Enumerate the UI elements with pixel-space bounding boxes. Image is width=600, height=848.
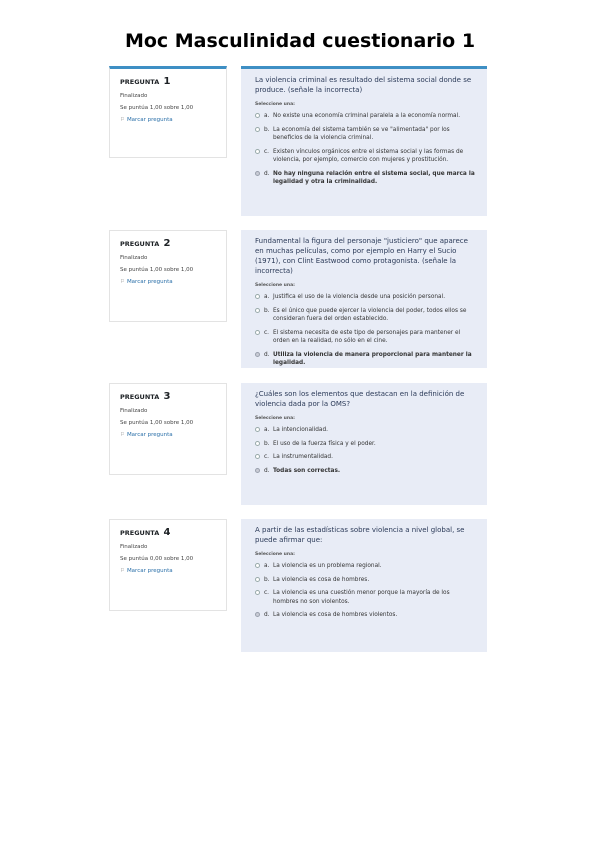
radio-button[interactable] xyxy=(255,308,260,313)
radio-button[interactable] xyxy=(255,577,260,582)
answer-option[interactable]: a. No existe una economía criminal paralela a la economía normal. xyxy=(255,112,475,121)
flag-question-link[interactable]: ⚐ Marcar pregunta xyxy=(120,568,173,574)
radio-button-selected[interactable] xyxy=(255,612,260,617)
radio-button-selected[interactable] xyxy=(255,468,260,473)
question-content xyxy=(241,66,487,216)
flag-icon: ⚐ xyxy=(120,117,125,123)
question-info xyxy=(109,519,227,611)
radio-button[interactable] xyxy=(255,427,260,432)
answer-option[interactable]: c. El sistema necesita de este tipo de personajes para mantener el orden en la realidad, no sólo en el cine. xyxy=(255,329,475,346)
flag-question-link[interactable]: ⚐ Marcar pregunta xyxy=(120,432,173,438)
question-block xyxy=(109,66,489,216)
radio-button[interactable] xyxy=(255,330,260,335)
answer-option[interactable]: b. El uso de la fuerza física y el poder. xyxy=(255,440,475,449)
question-state: Finalizado xyxy=(120,408,148,414)
question-text: Fundamental la figura del personaje "justiciero" que aparece en muchas películas, como por ejemplo en Harry el Sucio (1971), con Clint Eastwood como protagonista. (señale la incorrecta) xyxy=(255,237,468,275)
question-block xyxy=(109,230,489,368)
question-score: Se puntúa 1,00 sobre 1,00 xyxy=(120,105,194,111)
question-content xyxy=(241,383,487,505)
question-score: Se puntúa 1,00 sobre 1,00 xyxy=(120,420,194,426)
radio-button[interactable] xyxy=(255,590,260,595)
select-prompt: Seleccione una: xyxy=(255,102,295,107)
answer-option[interactable]: d. La violencia es cosa de hombres violentos. xyxy=(255,611,475,620)
radio-button[interactable] xyxy=(255,127,260,132)
answer-option-selected[interactable]: d. No hay ninguna relación entre el sistema social, que marca la legalidad y otra la criminalidad. xyxy=(255,170,475,187)
question-number: PREGUNTA 4 xyxy=(120,527,171,538)
radio-button-selected[interactable] xyxy=(255,352,260,357)
radio-button[interactable] xyxy=(255,454,260,459)
question-info xyxy=(109,66,227,158)
flag-icon: ⚐ xyxy=(120,432,125,438)
select-prompt: Seleccione una: xyxy=(255,283,295,288)
select-prompt: Seleccione una: xyxy=(255,552,295,557)
question-score: Se puntúa 1,00 sobre 1,00 xyxy=(120,267,194,273)
question-content xyxy=(241,519,487,652)
flag-icon: ⚐ xyxy=(120,279,125,285)
answer-option-selected[interactable]: d. Todas son correctas. xyxy=(255,467,475,476)
answer-option[interactable]: a. La violencia es un problema regional. xyxy=(255,562,475,571)
question-info xyxy=(109,230,227,322)
question-number: PREGUNTA 3 xyxy=(120,391,171,402)
answer-option[interactable]: b. La economía del sistema también se ve "alimentada" por los beneficios de la violencia criminal. xyxy=(255,126,475,143)
question-state: Finalizado xyxy=(120,93,148,99)
flag-icon: ⚐ xyxy=(120,568,125,574)
question-block xyxy=(109,519,489,652)
radio-button-selected[interactable] xyxy=(255,171,260,176)
answer-option[interactable]: c. La instrumentalidad. xyxy=(255,453,475,462)
question-number: PREGUNTA 1 xyxy=(120,76,171,87)
answer-option[interactable]: b. La violencia es cosa de hombres. xyxy=(255,576,475,585)
select-prompt: Seleccione una: xyxy=(255,416,295,421)
radio-button[interactable] xyxy=(255,149,260,154)
answer-option[interactable]: a. Justifica el uso de la violencia desde una posición personal. xyxy=(255,293,475,302)
flag-question-link[interactable]: ⚐ Marcar pregunta xyxy=(120,279,173,285)
question-info xyxy=(109,383,227,475)
answer-option[interactable]: a. La intencionalidad. xyxy=(255,426,475,435)
question-block xyxy=(109,383,489,505)
radio-button[interactable] xyxy=(255,441,260,446)
question-content xyxy=(241,230,487,368)
question-text: ¿Cuáles son los elementos que destacan en la definición de violencia dada por la OMS? xyxy=(255,390,465,408)
answer-option[interactable]: b. Es el único que puede ejercer la violencia del poder, todos ellos se consideran fuera del orden establecido. xyxy=(255,307,475,324)
answer-option[interactable]: c. La violencia es una cuestión menor porque la mayoría de los hombres no son violentos. xyxy=(255,589,475,606)
flag-question-link[interactable]: ⚐ Marcar pregunta xyxy=(120,117,173,123)
radio-button[interactable] xyxy=(255,563,260,568)
question-text: A partir de las estadísticas sobre violencia a nivel global, se puede afirmar que: xyxy=(255,526,465,544)
question-text: La violencia criminal es resultado del sistema social donde se produce. (señale la incorrecta) xyxy=(255,76,472,94)
answer-option-selected[interactable]: d. Utiliza la violencia de manera proporcional para mantener la legalidad. xyxy=(255,351,475,368)
question-number: PREGUNTA 2 xyxy=(120,238,171,249)
question-score: Se puntúa 0,00 sobre 1,00 xyxy=(120,556,194,562)
question-state: Finalizado xyxy=(120,544,148,550)
question-state: Finalizado xyxy=(120,255,148,261)
document-title: Moc Masculinidad cuestionario 1 xyxy=(124,30,476,52)
radio-button[interactable] xyxy=(255,113,260,118)
radio-button[interactable] xyxy=(255,294,260,299)
answer-option[interactable]: c. Existen vínculos orgánicos entre el sistema social y las formas de violencia, por ejemplo, comercio con mujeres y prostitución. xyxy=(255,148,475,165)
